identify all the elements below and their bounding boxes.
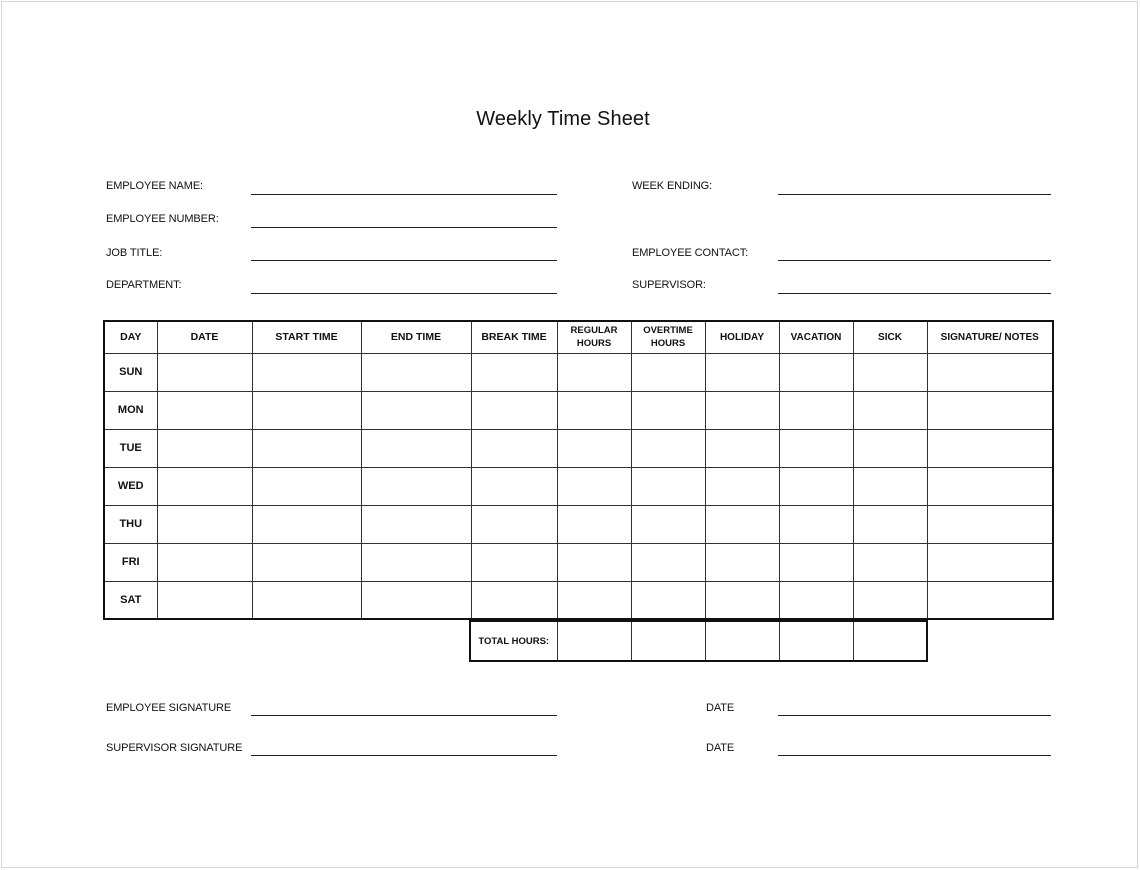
start-time-cell[interactable] — [252, 467, 361, 505]
employee-contact-field[interactable] — [778, 260, 1051, 261]
holiday-cell[interactable] — [705, 467, 779, 505]
holiday-cell[interactable] — [705, 353, 779, 391]
overtime-hours-cell[interactable] — [631, 543, 705, 581]
vacation-cell[interactable] — [779, 505, 853, 543]
date-cell[interactable] — [157, 467, 252, 505]
day-label: TUE — [104, 429, 157, 467]
header-regular-hours-line2: HOURS — [576, 338, 612, 350]
total-hours-label: TOTAL HOURS: — [470, 621, 557, 661]
signature-notes-cell[interactable] — [927, 391, 1053, 429]
regular-hours-cell[interactable] — [557, 505, 631, 543]
header-holiday: HOLIDAY — [705, 321, 779, 353]
header-vacation: VACATION — [779, 321, 853, 353]
sick-cell[interactable] — [853, 467, 927, 505]
break-time-cell[interactable] — [471, 543, 557, 581]
table-row — [104, 391, 1053, 429]
break-time-cell[interactable] — [471, 353, 557, 391]
date-cell[interactable] — [157, 505, 252, 543]
page-title: Weekly Time Sheet — [476, 108, 650, 130]
employee-number-field[interactable] — [251, 227, 557, 228]
header-sick: SICK — [853, 321, 927, 353]
employee-name-label: EMPLOYEE NAME: — [106, 180, 204, 192]
table-header-row — [104, 321, 1053, 353]
date-cell[interactable] — [157, 391, 252, 429]
break-time-cell[interactable] — [471, 391, 557, 429]
end-time-cell[interactable] — [361, 543, 471, 581]
header-regular-hours-line1: REGULAR — [570, 325, 618, 337]
supervisor-label: SUPERVISOR: — [632, 279, 706, 291]
sick-cell[interactable] — [853, 543, 927, 581]
department-field[interactable] — [251, 293, 557, 294]
header-end-time: END TIME — [361, 321, 471, 353]
employee-signature-date-field[interactable] — [778, 715, 1051, 716]
header-overtime-hours-line1: OVERTIME — [643, 325, 693, 337]
vacation-cell[interactable] — [779, 581, 853, 619]
employee-signature-field[interactable] — [251, 715, 557, 716]
header-date: DATE — [157, 321, 252, 353]
sick-cell[interactable] — [853, 505, 927, 543]
end-time-cell[interactable] — [361, 467, 471, 505]
day-label: MON — [104, 391, 157, 429]
total-hours-row — [470, 621, 927, 661]
holiday-cell[interactable] — [705, 543, 779, 581]
employee-number-label: EMPLOYEE NUMBER: — [106, 213, 219, 225]
total-vacation-cell[interactable] — [779, 621, 853, 661]
employee-contact-label: EMPLOYEE CONTACT: — [632, 247, 749, 259]
signature-notes-cell[interactable] — [927, 505, 1053, 543]
supervisor-field[interactable] — [778, 293, 1051, 294]
start-time-cell[interactable] — [252, 353, 361, 391]
header-start-time: START TIME — [252, 321, 361, 353]
date-cell[interactable] — [157, 353, 252, 391]
timesheet-table — [103, 320, 1054, 620]
table-row — [104, 505, 1053, 543]
start-time-cell[interactable] — [252, 505, 361, 543]
week-ending-label: WEEK ENDING: — [632, 180, 713, 192]
header-overtime-hours — [631, 321, 705, 353]
signature-notes-cell[interactable] — [927, 467, 1053, 505]
break-time-cell[interactable] — [471, 581, 557, 619]
day-label: FRI — [104, 543, 157, 581]
holiday-cell[interactable] — [705, 391, 779, 429]
regular-hours-cell[interactable] — [557, 429, 631, 467]
vacation-cell[interactable] — [779, 353, 853, 391]
signature-notes-cell[interactable] — [927, 543, 1053, 581]
regular-hours-cell[interactable] — [557, 581, 631, 619]
table-row — [104, 467, 1053, 505]
regular-hours-cell[interactable] — [557, 353, 631, 391]
sick-cell[interactable] — [853, 353, 927, 391]
header-day: DAY — [104, 321, 157, 353]
date-cell[interactable] — [157, 429, 252, 467]
total-sick-cell[interactable] — [853, 621, 927, 661]
end-time-cell[interactable] — [361, 505, 471, 543]
day-label: WED — [104, 467, 157, 505]
employee-signature-label: EMPLOYEE SIGNATURE — [106, 702, 232, 714]
total-holiday-cell[interactable] — [705, 621, 779, 661]
end-time-cell[interactable] — [361, 353, 471, 391]
department-label: DEPARTMENT: — [106, 279, 182, 291]
overtime-hours-cell[interactable] — [631, 353, 705, 391]
day-label: THU — [104, 505, 157, 543]
employee-name-field[interactable] — [251, 194, 557, 195]
day-label: SUN — [104, 353, 157, 391]
date-cell[interactable] — [157, 581, 252, 619]
job-title-field[interactable] — [251, 260, 557, 261]
employee-signature-date-label: DATE — [706, 702, 735, 714]
holiday-cell[interactable] — [705, 429, 779, 467]
header-regular-hours — [557, 321, 631, 353]
supervisor-signature-field[interactable] — [251, 755, 557, 756]
overtime-hours-cell[interactable] — [631, 429, 705, 467]
job-title-label: JOB TITLE: — [106, 247, 163, 259]
table-row — [104, 429, 1053, 467]
sick-cell[interactable] — [853, 581, 927, 619]
start-time-cell[interactable] — [252, 429, 361, 467]
signature-notes-cell[interactable] — [927, 581, 1053, 619]
break-time-cell[interactable] — [471, 467, 557, 505]
vacation-cell[interactable] — [779, 429, 853, 467]
start-time-cell[interactable] — [252, 543, 361, 581]
date-cell[interactable] — [157, 543, 252, 581]
supervisor-signature-date-field[interactable] — [778, 755, 1051, 756]
vacation-cell[interactable] — [779, 391, 853, 429]
regular-hours-cell[interactable] — [557, 467, 631, 505]
week-ending-field[interactable] — [778, 194, 1051, 195]
end-time-cell[interactable] — [361, 429, 471, 467]
header-break-time: BREAK TIME — [471, 321, 557, 353]
overtime-hours-cell[interactable] — [631, 467, 705, 505]
regular-hours-cell[interactable] — [557, 391, 631, 429]
table-row — [104, 581, 1053, 619]
sick-cell[interactable] — [853, 391, 927, 429]
regular-hours-cell[interactable] — [557, 543, 631, 581]
total-regular-hours-cell[interactable] — [557, 621, 631, 661]
holiday-cell[interactable] — [705, 581, 779, 619]
header-signature-notes: SIGNATURE/ NOTES — [927, 321, 1053, 353]
supervisor-signature-label: SUPERVISOR SIGNATURE — [106, 742, 243, 754]
overtime-hours-cell[interactable] — [631, 391, 705, 429]
header-overtime-hours-line2: HOURS — [650, 338, 686, 350]
start-time-cell[interactable] — [252, 391, 361, 429]
sick-cell[interactable] — [853, 429, 927, 467]
start-time-cell[interactable] — [252, 581, 361, 619]
vacation-cell[interactable] — [779, 467, 853, 505]
total-overtime-hours-cell[interactable] — [631, 621, 705, 661]
total-hours-table — [469, 620, 928, 662]
supervisor-signature-date-label: DATE — [706, 742, 735, 754]
break-time-cell[interactable] — [471, 429, 557, 467]
overtime-hours-cell[interactable] — [631, 505, 705, 543]
end-time-cell[interactable] — [361, 581, 471, 619]
overtime-hours-cell[interactable] — [631, 581, 705, 619]
holiday-cell[interactable] — [705, 505, 779, 543]
table-row — [104, 543, 1053, 581]
signature-notes-cell[interactable] — [927, 353, 1053, 391]
end-time-cell[interactable] — [361, 391, 471, 429]
table-row — [104, 353, 1053, 391]
break-time-cell[interactable] — [471, 505, 557, 543]
signature-notes-cell[interactable] — [927, 429, 1053, 467]
day-label: SAT — [104, 581, 157, 619]
vacation-cell[interactable] — [779, 543, 853, 581]
